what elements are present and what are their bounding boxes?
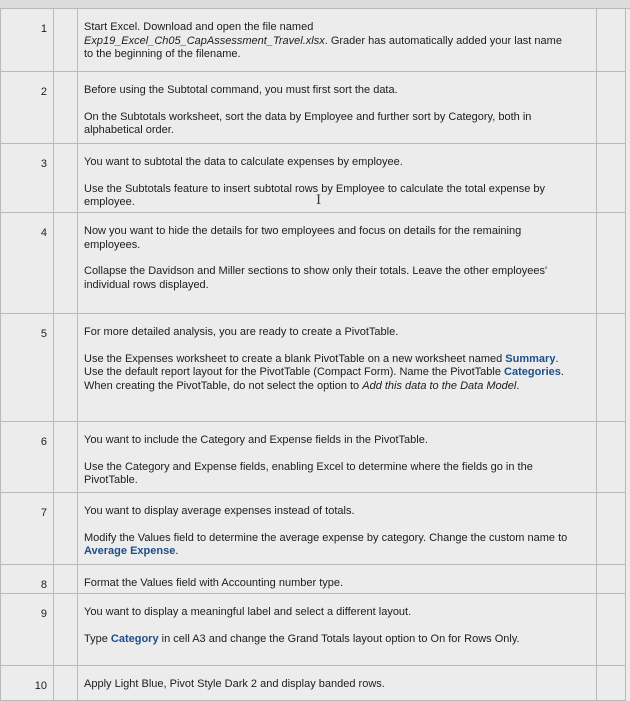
table-row [1,493,626,565]
step-instructions: You want to display a meaningful label and select a different layout. Type Category in cell A3 and change the Grand Totals layout option to On for Rows Only. [78,594,597,666]
table-row [1,9,626,72]
table-row [1,422,626,493]
step-instructions: You want to display average expenses instead of totals. Modify the Values field to determine the average expense by category. Change the custom name to Average Expense. [78,493,597,565]
step-number: 8 [1,565,54,594]
step-instructions: Apply Light Blue, Pivot Style Dark 2 and display banded rows. [78,666,597,701]
sheet-name-keyword: Summary [505,352,556,365]
pivottable-name-keyword: Categories [504,366,561,378]
table-row [1,594,626,666]
step-instructions: Now you want to hide the details for two employees and focus on details for the remaining employees. Collapse the Davidson and Miller sections to show only their totals. Leave the other employees' individual rows displayed. [78,213,597,314]
step-number: 10 [1,666,54,701]
step-number: 6 [1,422,54,493]
step-instructions: You want to subtotal the data to calculate expenses by employee. Use the Subtotals feature to insert subtotal rows by Employee to calculate the total expense by employee. [78,144,597,213]
step-number: 2 [1,72,54,144]
step-number: 5 [1,314,54,422]
table-row [1,144,626,213]
table-row [1,72,626,144]
table-row [1,314,626,422]
table-row [1,565,626,594]
step-number: 3 [1,144,54,213]
steps-table [0,8,626,701]
step-number: 9 [1,594,54,666]
step-number: 4 [1,213,54,314]
step-number: 1 [1,9,54,72]
step-number: 7 [1,493,54,565]
step-instructions: Before using the Subtotal command, you must first sort the data. On the Subtotals worksheet, sort the data by Employee and further sort by Category, both in alphabetical order. [78,72,597,144]
filename: Exp19_Excel_Ch05_CapAssessment_Travel.xlsx [84,34,325,47]
step-instructions: For more detailed analysis, you are ready to create a PivotTable. Use the Expenses worksheet to create a blank PivotTable on a new worksheet named Summary. Use the default report layout for the PivotTable (Compact Form). Name the PivotTable Categories. When creating the PivotTable, do not select the option to Add this data to the Data Model. [78,314,597,422]
step-instructions: You want to include the Category and Expense fields in the PivotTable. Use the Category and Expense fields, enabling Excel to determine where the fields go in the PivotTable. [78,422,597,493]
step-instructions: Format the Values field with Accounting number type. [78,565,597,594]
table-row [1,666,626,701]
table-row [1,213,626,314]
step-instructions: Start Excel. Download and open the file named Exp19_Excel_Ch05_CapAssessment_Travel.xlsx. Grader has automatically added your last name to the beginning of the filename. [78,9,597,72]
text-cursor-icon: I [316,193,322,208]
cell-value-keyword: Category [110,632,159,645]
custom-name-keyword: Average Expense [84,545,176,557]
